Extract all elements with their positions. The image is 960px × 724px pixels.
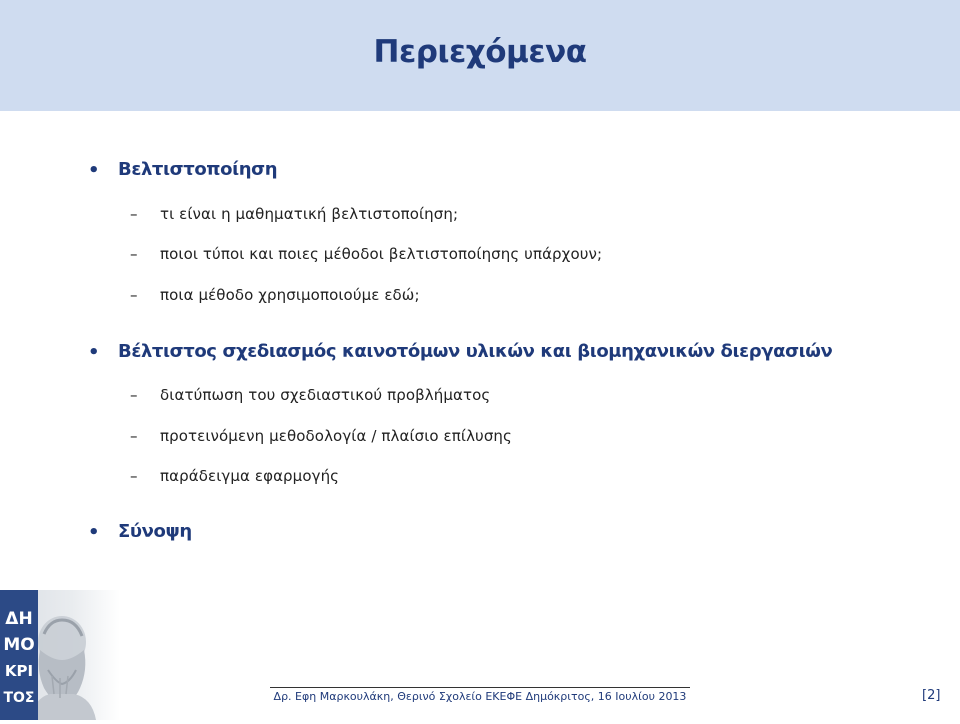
democritus-logo xyxy=(0,590,120,720)
bullet-icon: • xyxy=(88,522,100,543)
sub-item: ποια μέθοδο χρησιμοποιούμε εδώ; xyxy=(160,286,420,304)
sub-item: διατύπωση του σχεδιαστικού προβλήματος xyxy=(160,386,491,404)
logo-text-line: ΚΡΙ xyxy=(4,662,34,680)
logo-text-line: ΤΟΣ xyxy=(3,690,35,706)
sub-item: τι είναι η μαθηματική βελτιστοποίηση; xyxy=(160,205,459,223)
sub-item: ποιοι τύποι και ποιες μέθοδοι βελτιστοποίησης υπάρχουν; xyxy=(160,245,603,263)
bullet-icon: • xyxy=(88,342,100,363)
dash-icon: – xyxy=(130,427,138,445)
logo-text-line: ΜΟ xyxy=(3,635,35,655)
section-heading: Σύνοψη xyxy=(118,521,192,542)
sub-item: παράδειγμα εφαρμογής xyxy=(160,467,340,485)
page-number: [2] xyxy=(922,688,941,703)
dash-icon: – xyxy=(130,467,138,485)
dash-icon: – xyxy=(130,286,138,304)
dash-icon: – xyxy=(130,245,138,263)
slide-title: Περιεχόμενα xyxy=(373,34,587,70)
dash-icon: – xyxy=(130,205,138,223)
footer-divider xyxy=(270,687,690,688)
sub-item: προτεινόμενη μεθοδολογία / πλαίσιο επίλυσης xyxy=(160,427,512,445)
footer-text: Δρ. Εφη Μαρκουλάκη, Θερινό Σχολείο ΕΚΕΦΕ Δημόκριτος, 16 Ιουλίου 2013 xyxy=(273,690,687,703)
logo-text-line: ΔΗ xyxy=(5,609,33,629)
bullet-icon: • xyxy=(88,160,100,181)
section-heading: Βελτιστοποίηση xyxy=(118,159,278,180)
section-heading: Βέλτιστος σχεδιασμός καινοτόμων υλικών και βιομηχανικών διεργασιών xyxy=(118,341,833,362)
dash-icon: – xyxy=(130,386,138,404)
